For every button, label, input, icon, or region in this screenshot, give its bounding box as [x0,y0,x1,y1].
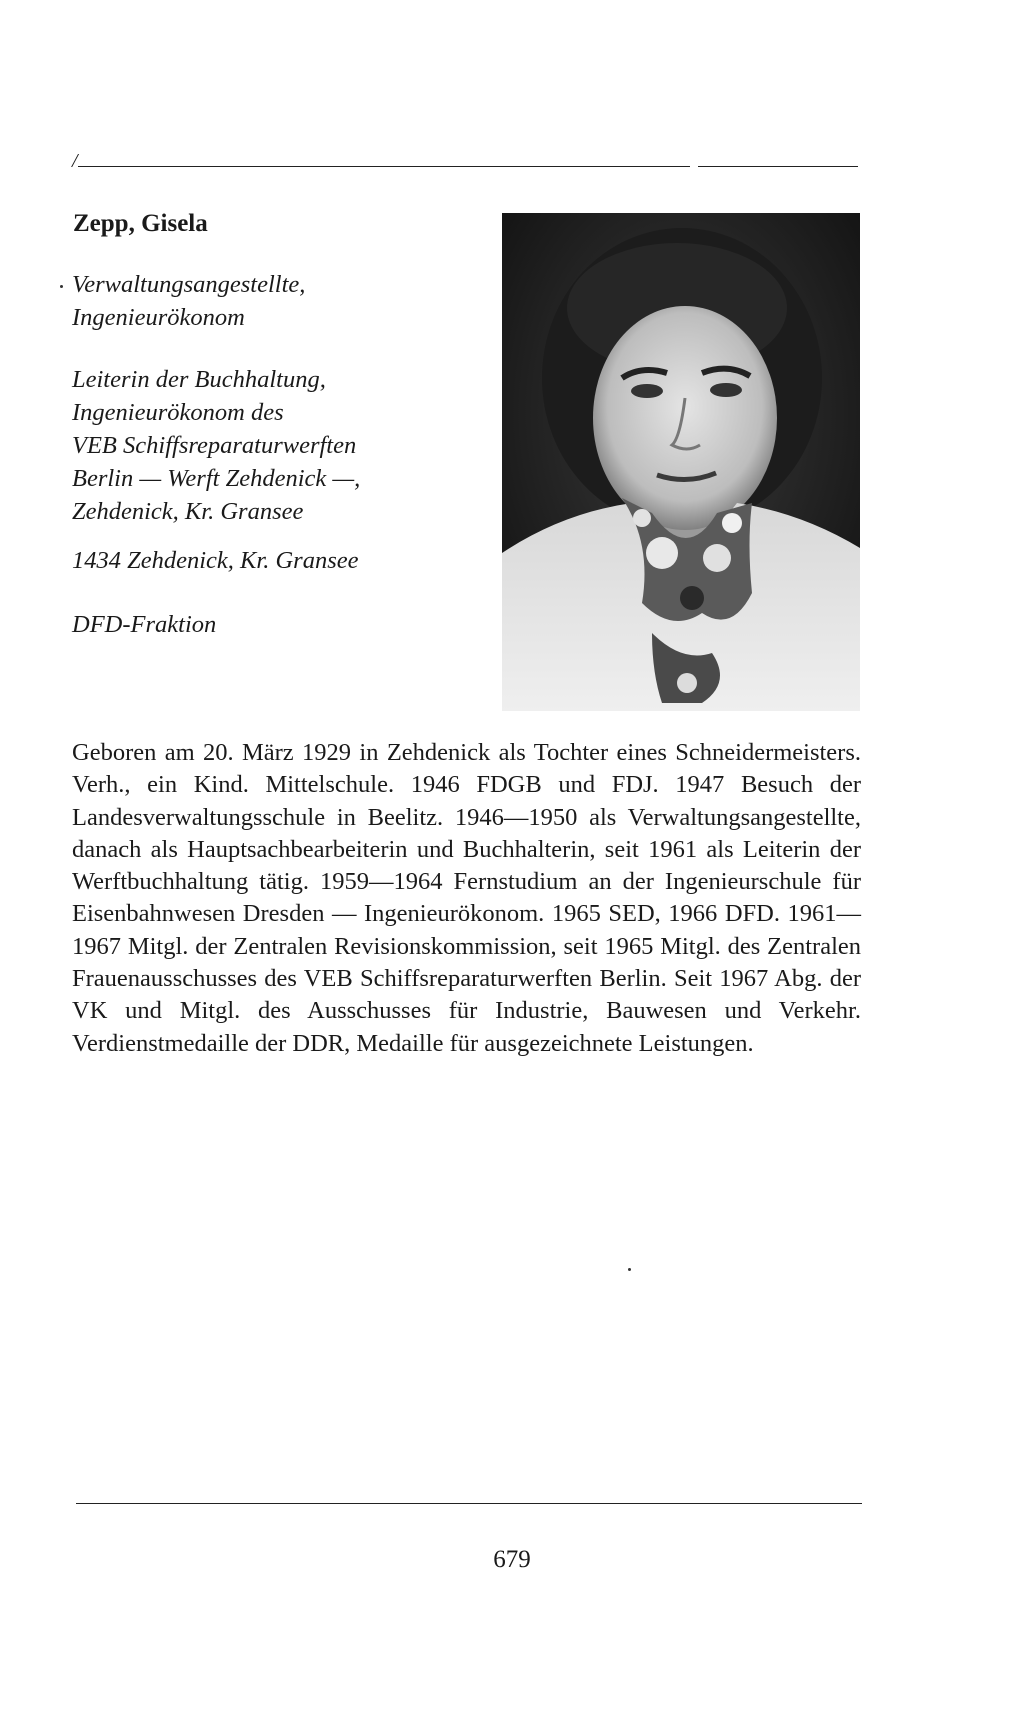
faction-text: DFD-Fraktion [72,611,217,638]
header-rule [78,166,690,167]
speck [60,285,63,288]
portrait-photo-icon [502,213,860,711]
speck [628,1268,631,1271]
biography-text [72,737,861,1060]
margin-mark: / [72,150,78,172]
portrait-photo [502,213,860,711]
biography-paragraph: Geboren am 20. März 1929 in Zehdenick als Tochter eines Schneidermeisters. Verh., ein Kind. Mittelschule. 1946 FDGB und FDJ. 1947 Besuch der Landesverwaltungsschule in Beelitz. 1946—1950 als Verwaltungsangestellte, danach als Hauptsachbearbeiterin und Buchhalterin, seit 1961 als Leiterin der Werftbuchhaltung tätig. 1959—1964 Fernstudium an der Ingenieurschule für Eisenbahnwesen Dresden — Ingenieurökonom. 1965 SED, 1966 DFD. 1961—1967 Mitgl. der Zentralen Revisionskommission, seit 1965 Mitgl. des Zentralen Frauenausschusses des VEB Schiffsreparaturwerften Berlin. Seit 1967 Abg. der VK und Mitgl. des Ausschusses für Industrie, Bauwesen und Verkehr. Verdienstmedaille der DDR, Medaille für ausgezeichnete Leistungen. [72,739,861,1057]
header-rule-short [698,166,858,167]
person-name: Zepp, Gisela [73,210,208,237]
page-number: 679 [493,1546,531,1573]
footer-rule [76,1503,862,1504]
position-text: Leiterin der Buchhaltung, Ingenieurökonom des VEB Schiffsreparaturwerften Berlin — Werft Zehdenick —, Zehdenick, Kr. Gransee [72,366,361,525]
occupation-text: Verwaltungsangestellte, Ingenieurökonom [72,271,306,331]
address-text: 1434 Zehdenick, Kr. Gransee [72,547,359,574]
